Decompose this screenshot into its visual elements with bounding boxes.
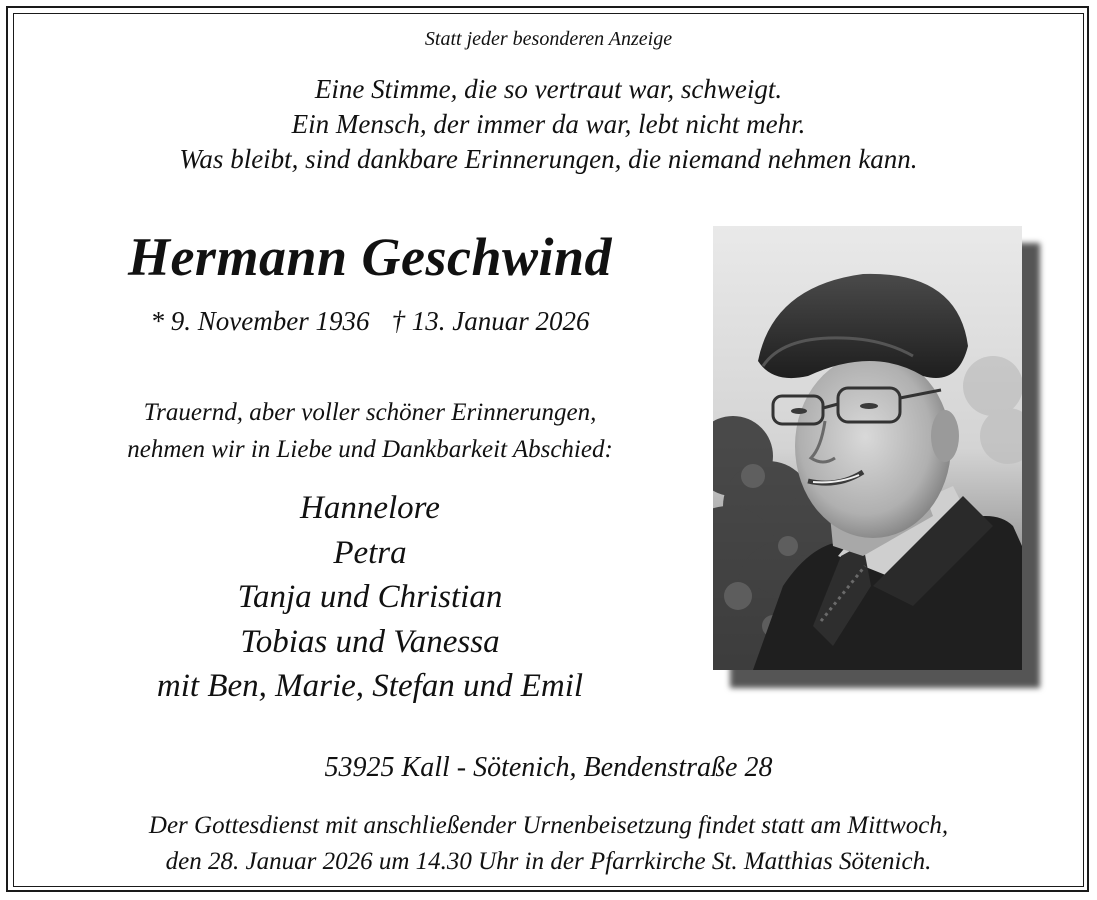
death-date: † 13. Januar 2026 [391, 306, 590, 336]
mourning-line: Trauernd, aber voller schöner Erinnerungen, [143, 399, 597, 426]
service-line: den 28. Januar 2026 um 14.30 Uhr in der Pfarrkirche St. Matthias Sötenich. [165, 848, 932, 875]
service-line: Der Gottesdienst mit anschließender Urnenbeisetzung findet statt am Mittwoch, [148, 812, 949, 839]
portrait-photo [713, 226, 1022, 670]
life-dates [0, 306, 740, 337]
family-list [0, 486, 740, 709]
family-member: Hannelore [300, 490, 440, 526]
poem-line: Was bleibt, sind dankbare Erinnerungen, die niemand nehmen kann. [179, 144, 918, 174]
family-member: Tanja und Christian [237, 579, 503, 615]
header-text: Statt jeder besonderen Anzeige [424, 28, 673, 50]
deceased-name: Hermann Geschwind [127, 227, 613, 287]
poem-line: Ein Mensch, der immer da war, lebt nicht mehr. [291, 109, 806, 139]
address: 53925 Kall - Sötenich, Bendenstraße 28 [324, 752, 773, 783]
mourning-line: nehmen wir in Liebe und Dankbarkeit Abschied: [127, 436, 613, 463]
service-info [0, 808, 1097, 880]
family-member: Petra [333, 534, 407, 571]
birth-date: * 9. November 1936 [150, 306, 370, 336]
mourning-text [0, 394, 740, 468]
family-member: Tobias und Vanessa [240, 623, 500, 660]
family-member: mit Ben, Marie, Stefan und Emil [156, 668, 584, 704]
poem [0, 72, 1097, 177]
poem-line: Eine Stimme, die so vertraut war, schweigt. [314, 74, 783, 104]
